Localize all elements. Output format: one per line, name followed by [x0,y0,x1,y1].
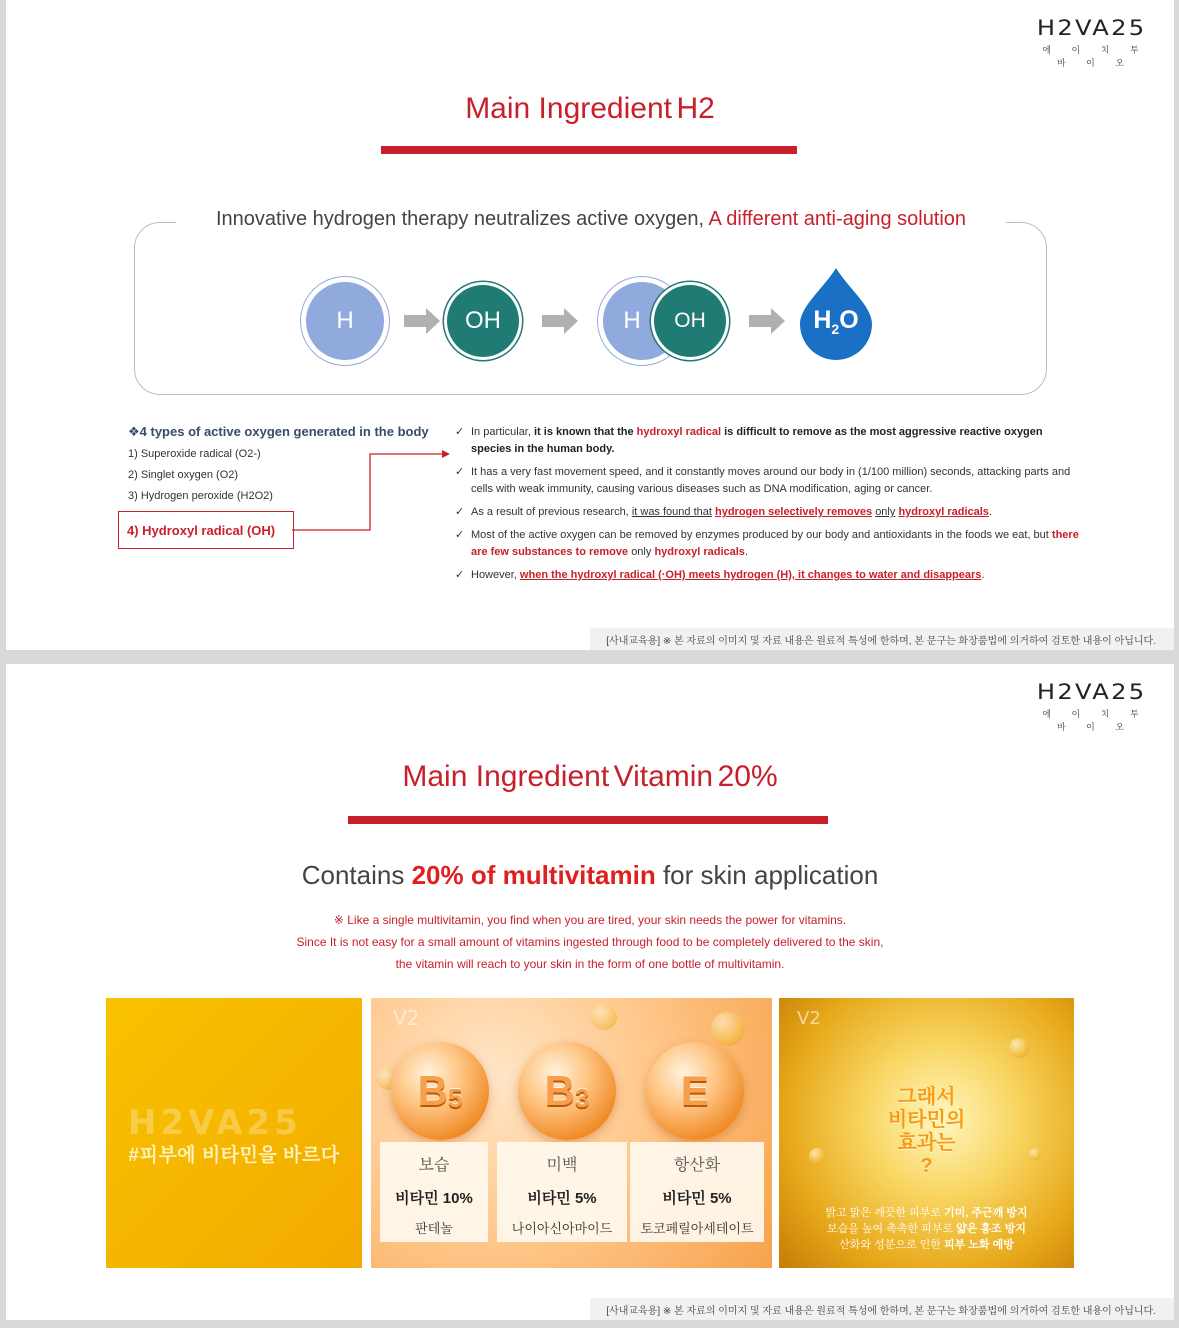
effect-title [779,1086,1074,1178]
vitamin-e-ball [646,1042,744,1140]
disclaimer-footer: [사내교육용] ※ 본 자료의 이미지 및 자료 내용은 원료적 특성에 한하며, 본 문구는 화장품법에 의거하여 검토한 내용이 아닙니다. [590,628,1174,650]
frame-heading [176,208,1006,231]
bullet-text: hydroxyl radical [636,426,722,438]
bullet-text: only [631,546,652,558]
check-icon: ✓ [455,506,465,518]
ghost-logo: H2VA25 [128,1103,302,1143]
bullet-item [454,464,1079,498]
vitamin-types-panel [371,998,772,1268]
vitamin-effect: 미백 [546,1157,578,1174]
note-line: ※ Like a single multivitamin, you find when you are tired, your skin needs the power for vitamins. [333,913,847,927]
bullet-text: . [988,506,992,518]
bullet-item [454,504,1079,521]
check-icon: ✓ [455,426,465,438]
vitamin-ingredient: 나이아신아마이드 [511,1221,613,1236]
bullet-text: As a result of previous research, [471,506,629,518]
effect-line [779,1221,1074,1237]
effect-line-bold: 기미, 주근깨 방지 [943,1207,1028,1219]
combined-hydroxyl-label: OH [674,309,706,332]
ghost-logo: V2 [797,1008,821,1029]
vitamin-b3-ball [518,1042,616,1140]
list-item: 3) Hydrogen peroxide (H2O2) [128,490,273,502]
slide-h2 [6,0,1174,650]
ghost-logo: V2 [393,1006,420,1030]
fact-bullets [454,424,1079,590]
brand-logo [1022,680,1162,733]
bullet-item [454,567,1079,584]
arrow-right-icon [404,306,442,336]
water-formula [796,306,876,337]
page-title [6,92,1174,126]
note-line: Since It is not easy for a small amount of vitamins ingested through food to be completely delivered to the skin, [296,935,884,949]
bullet-text: hydroxyl radicals [654,546,745,558]
ball-letter: E [680,1067,709,1114]
vitamin-effect-panel [779,998,1074,1268]
bullet-text: when the hydroxyl radical (·OH) meets hydrogen (H), it changes to water and disappears [519,569,982,581]
bubble-decoration [591,1004,617,1030]
ball-letter: B [544,1067,575,1114]
title-highlight: H2 [676,92,715,125]
frame-heading-plain: Innovative hydrogen therapy neutralizes active oxygen, [215,208,705,230]
vitamin-card [497,1142,627,1242]
frame-heading-red: A different anti-aging solution [708,208,967,230]
disclaimer-footer: [사내교육용] ※ 본 자료의 이미지 및 자료 내용은 원료적 특성에 한하며, 본 문구는 화장품법에 의거하여 검토한 내용이 아닙니다. [590,1298,1174,1320]
ball-sub: 3 [574,1082,590,1113]
diagram-frame [134,222,1047,395]
arrow-right-icon [542,306,580,336]
water-sub: 2 [831,321,840,337]
check-icon: ✓ [455,529,465,541]
vitamin-percent: 비타민 5% [662,1190,732,1207]
effect-title-line: 그래서 [897,1086,956,1108]
brand-logo [1022,16,1162,69]
effect-line-text: 밝고 맑은 깨끗한 피부로 [825,1207,941,1219]
hydroxyl-label: OH [465,307,501,334]
effect-line-bold: 얇은 홍조 방지 [956,1223,1026,1235]
bullet-text: However, [471,569,517,581]
vitamin-card [380,1142,488,1242]
effect-line-text: 산화와 성분으로 인한 [839,1239,941,1251]
note-line: the vitamin will reach to your skin in the form of one bottle of multivitamin. [395,957,785,971]
bullet-item [454,527,1079,561]
title-vitamin: Vitamin [613,760,714,793]
sub-heading-pre: Contains [301,860,405,890]
vitamin-ingredient: 판테놀 [415,1221,453,1236]
effect-title-line: 효과는 [897,1132,956,1154]
title-underline [348,816,828,824]
list-item: 1) Superoxide radical (O2-) [128,448,261,460]
bullet-item [454,424,1079,458]
bubble-decoration [711,1012,745,1046]
sub-heading [6,860,1174,891]
title-percent: 20% [717,760,778,793]
hashtag-text: #피부에 비타민을 바르다 [128,1145,340,1166]
list-heading: ❖4 types of active oxygen generated in the body [128,424,429,439]
bullet-text: . [981,569,985,581]
vitamin-percent: 비타민 10% [395,1190,473,1207]
vitamin-card [630,1142,764,1242]
bullet-text: It has a very fast movement speed, and it constantly moves around our body in (1/100 million) seconds, attacking parts and cells with weak immunity, causing various diseases such as DNA modification, aging or cancer. [471,466,1071,495]
highlighted-item: 4) Hydroxyl radical (OH) [118,511,294,549]
bullet-text: hydroxyl radicals [898,506,989,518]
hydrogen-circle [306,282,384,360]
connector-arrow-icon [292,446,450,536]
logo-subtitle: 에 이 치 투 바 이 오 [1042,709,1148,732]
bullet-text: there are few substances to remove [471,529,1079,558]
logo-wordmark: H2VA25 [1037,16,1147,40]
bullet-text: hydrogen selectively removes [714,506,873,518]
check-icon: ✓ [455,466,465,478]
vitamin-effect: 보습 [418,1157,450,1174]
arrow-right-icon [749,306,787,336]
combined-hydroxyl-circle [654,285,726,357]
hydrogen-label: H [336,307,354,334]
vitamin-effect: 항산화 [673,1157,721,1174]
droplet-decoration [1009,1038,1029,1058]
ball-letter: B [417,1067,448,1114]
yellow-hashtag-panel [106,998,362,1268]
check-icon: ✓ [455,569,465,581]
hydroxyl-circle [447,285,519,357]
bullet-text: . [744,546,748,558]
bullet-text: Most of the active oxygen can be removed by enzymes produced by our body and antioxidants in the foods we eat, but [471,529,1049,541]
vitamin-b5-ball [391,1042,489,1140]
bullet-text: only [875,506,896,518]
bullet-text: it is known that the [533,426,634,438]
effect-line [779,1205,1074,1221]
water-h: H [813,306,832,334]
effect-title-line: 비타민의 [887,1109,966,1131]
combined-hydrogen-label: H [623,307,641,334]
logo-subtitle: 에 이 치 투 바 이 오 [1042,45,1148,68]
slide-vitamin [6,664,1174,1320]
bullet-text: In particular, [471,426,531,438]
list-item: 2) Singlet oxygen (O2) [128,469,239,481]
effect-title-line: ? [920,1155,933,1177]
page-title [6,760,1174,794]
bullet-text: is difficult to remove as the most aggressive reactive oxygen species in the human body. [471,426,1043,455]
title-prefix: Main Ingredient [465,92,672,125]
title-underline [381,146,797,154]
sub-heading-red: 20% of multivitamin [411,860,656,890]
effect-lines [779,1205,1074,1253]
sub-heading-post: for skin application [662,860,879,890]
water-o: O [839,306,859,334]
effect-line [779,1237,1074,1253]
ball-sub: 5 [447,1082,463,1113]
bullet-text: it was found that [631,506,712,518]
effect-line-bold: 피부 노화 예방 [943,1239,1014,1251]
effect-line-text: 보습을 높여 촉촉한 피부로 [827,1223,954,1235]
logo-wordmark: H2VA25 [1037,680,1147,704]
vitamin-percent: 비타민 5% [527,1190,597,1207]
vitamin-ingredient: 토코페릴아세테이트 [640,1221,754,1236]
title-prefix: Main Ingredient [402,760,610,793]
